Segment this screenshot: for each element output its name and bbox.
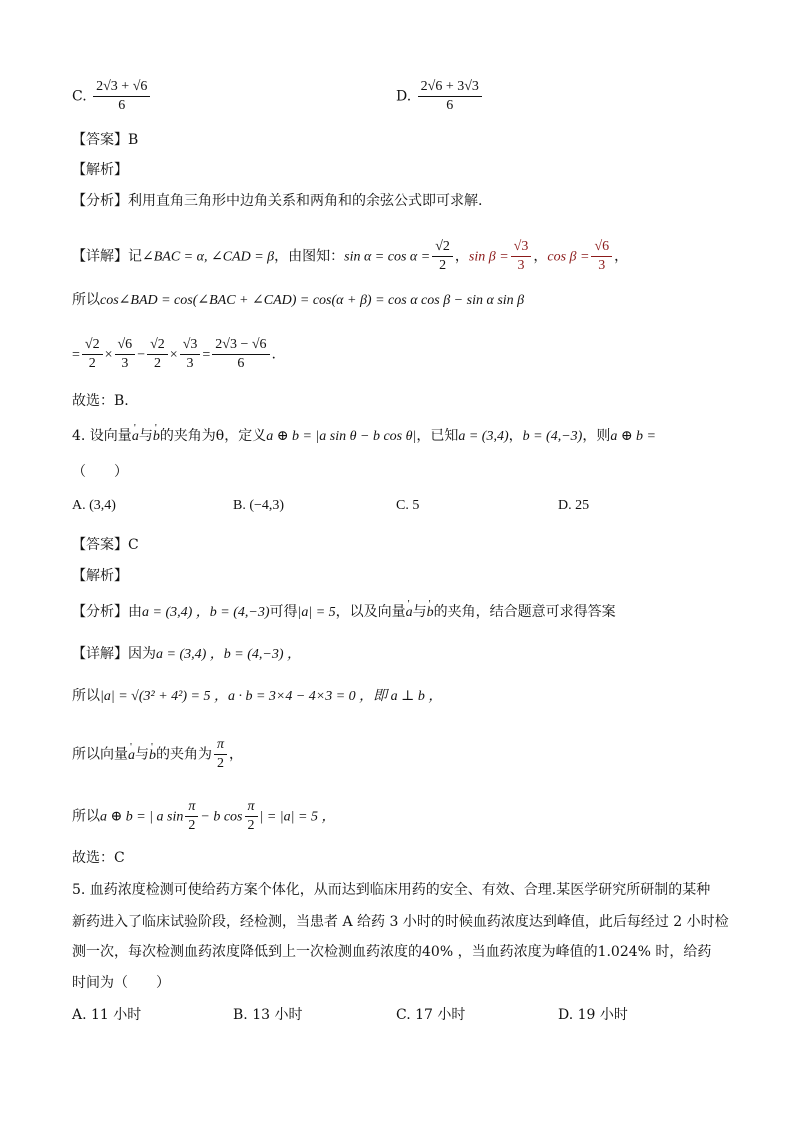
- cos-bad-line: [72, 290, 524, 311]
- fraction-numerator: π: [185, 798, 198, 817]
- formula: a = (3,4) ，b = (4,−3): [142, 605, 270, 620]
- angle-assignment: ∠BAC = α, ∠CAD = β: [142, 249, 275, 265]
- fraction-numerator: 2√3 + √6: [93, 78, 150, 97]
- text: =: [202, 347, 211, 363]
- answer-value: C: [128, 537, 139, 553]
- text: 的夹角为θ，定义: [159, 428, 267, 444]
- fraction-denominator: 2: [439, 258, 447, 273]
- option-label: C.: [72, 88, 87, 105]
- q4-paren: （ ）: [72, 464, 128, 480]
- q4-option-c: C. 5: [396, 498, 420, 513]
- q4-option-a: A. (3,4): [72, 498, 116, 513]
- fraction: [432, 238, 453, 275]
- formula: a = (3,4) ，b = (4,−3) ，: [156, 647, 301, 662]
- answer-value: B: [128, 132, 139, 148]
- calc-line: = $\frac{√2}{2}$ × $\frac{√6}{3}$ − $\frac{√2}{2}$ × $\frac{√3}{3}$ = $\frac{2√3 - √6}{6}$ .: [72, 337, 276, 371]
- fraction: [147, 336, 168, 373]
- formula: sin α = cos α =: [344, 249, 431, 265]
- fraction-denominator: 6: [446, 98, 454, 113]
- fraction: [511, 238, 532, 275]
- option-label: D.: [396, 88, 412, 105]
- text: 由: [128, 604, 142, 620]
- text: 所以: [72, 292, 100, 308]
- formula: sin β =: [468, 249, 509, 265]
- q5-stem-line-1: 5. 血药浓度检测可使给药方案个体化，从而达到临床用药的安全、有效、合理.某医学研究所研制的某种: [72, 882, 711, 898]
- vector-b: ' b: [153, 427, 160, 447]
- fraction: [212, 336, 269, 373]
- q4-stem: 4. 设向量' a与' b的夹角为θ，定义a ⊕ b = |a sin θ − b cos θ|，已知a = (3,4)，b = (4,−3)，则a ⊕ b =: [72, 426, 656, 447]
- text: =: [72, 347, 80, 363]
- fenxi-tag: 【分析】: [72, 604, 128, 620]
- q4-answer-line: [72, 535, 139, 555]
- fraction-numerator: √2: [147, 336, 168, 355]
- text: 的夹角，结合题意可求得答案: [433, 604, 616, 620]
- fraction-denominator: 2: [88, 356, 96, 371]
- fenxi-text: 利用直角三角形中边角关系和两角和的余弦公式即可求解.: [128, 193, 483, 209]
- fraction-numerator: √2: [432, 238, 453, 257]
- q4-fenxi-line: [72, 602, 616, 623]
- option-c: [72, 78, 152, 115]
- vector-a: ' a: [132, 427, 139, 447]
- text: 所以: [72, 688, 100, 704]
- text: ×: [104, 347, 113, 363]
- fraction-denominator: 2: [247, 818, 255, 833]
- fenxi-line: [72, 191, 482, 211]
- option-c-fraction: [93, 78, 150, 115]
- fraction: [115, 336, 136, 373]
- fraction: [82, 336, 103, 373]
- fraction-numerator: √3: [180, 336, 201, 355]
- fraction-denominator: 2: [153, 356, 161, 371]
- fraction-numerator: √6: [591, 238, 612, 257]
- q4-guxuan-line: 故选：C: [72, 850, 125, 866]
- q5-stem-line-3: 测一次，每次检测血药浓度降低到上一次检测血药浓度的40% ，当血药浓度为峰值的1.024% 时，给药: [72, 944, 712, 960]
- fraction-denominator: 2: [217, 756, 224, 771]
- fraction-denominator: 2: [188, 818, 196, 833]
- text: ，则: [582, 428, 611, 444]
- q5-stem-line-2: 新药进入了临床试验阶段，经检测，当患者 A 给药 3 小时的时候血药浓度达到峰值，此后每经过 2 小时检: [72, 914, 729, 930]
- text: 记: [128, 248, 142, 265]
- xiangjie-tag: 【详解】: [72, 646, 128, 662]
- formula: |a| = 5: [297, 605, 336, 620]
- answer-line: [72, 130, 138, 150]
- option-d-fraction: [418, 78, 482, 115]
- formula: b = (4,−3): [522, 429, 583, 444]
- q4-modulus-line: [72, 686, 442, 707]
- fraction-numerator: √3: [511, 238, 532, 257]
- q4-option-b: B. (−4,3): [233, 498, 285, 513]
- text: 与: [138, 428, 153, 444]
- fraction-numerator: 2√6 + 3√3: [418, 78, 482, 97]
- option-d: [396, 78, 484, 115]
- fraction-denominator: 3: [186, 356, 194, 371]
- formula: | = |a| = 5 ，: [259, 809, 336, 825]
- text: ，以及向量: [335, 604, 406, 620]
- fraction: [214, 736, 227, 773]
- q4-xiangjie-line: [72, 644, 301, 665]
- formula: cos β =: [547, 249, 590, 265]
- fraction-denominator: 6: [237, 356, 245, 371]
- fraction-denominator: 3: [598, 258, 606, 273]
- text: 所以向量: [72, 746, 128, 763]
- text: −: [137, 347, 146, 363]
- fenxi-tag: 【分析】: [72, 193, 128, 209]
- guxuan-line: 故选：B.: [72, 393, 129, 409]
- text: 因为: [128, 646, 156, 662]
- text: 所以: [72, 808, 100, 825]
- text: 4. 设向量: [72, 428, 132, 444]
- analysis-tag: 【解析】: [72, 162, 128, 178]
- q4-final-line: [72, 798, 335, 835]
- fraction: [185, 798, 198, 835]
- text: ，由图知：: [274, 248, 345, 265]
- vector-a: ' a: [128, 746, 135, 766]
- fraction-numerator: 2√3 − √6: [212, 336, 269, 355]
- formula: a ⊕ b = | a sin: [100, 809, 184, 825]
- fraction-numerator: π: [214, 736, 227, 755]
- vector-b: ' b: [427, 603, 434, 623]
- text: 与: [135, 746, 149, 763]
- q5-stem-line-4: 时间为（ ）: [72, 975, 170, 991]
- definition-formula: a ⊕ b = |a sin θ − b cos θ|: [266, 429, 417, 444]
- q5-option-b: B. 13 小时: [233, 1007, 303, 1023]
- xiangjie-line: 【详解】记∠BAC = α, ∠CAD = β，由图知：sin α = cos α = $\frac{√2}{2}$ ，sin β = $\frac{√3}{3}$ ，cos β = $\frac{√6}{3}$ ，: [72, 239, 629, 273]
- fraction-numerator: √6: [115, 336, 136, 355]
- formula: − b cos: [200, 809, 243, 825]
- answer-tag: 【答案】: [72, 537, 128, 553]
- xiangjie-tag: 【详解】: [72, 248, 128, 265]
- q4-angle-line: 所以向量' a与' b的夹角为 $\frac{\pi}{2}$ ，: [72, 736, 243, 773]
- answer-tag: 【答案】: [72, 132, 128, 148]
- vector-a: ' a: [406, 603, 413, 623]
- formula: a ⊕ b =: [610, 429, 657, 444]
- formula: a = (3,4): [458, 429, 509, 444]
- formula: cos∠BAD = cos(∠BAC + ∠CAD) = cos(α + β) = cos α cos β − sin α sin β: [100, 293, 525, 308]
- text: 与: [412, 604, 427, 620]
- vector-b: ' b: [149, 746, 156, 766]
- text: ×: [169, 347, 178, 363]
- q4-option-d: D. 25: [558, 498, 590, 513]
- fraction-denominator: 3: [121, 356, 129, 371]
- fraction-denominator: 6: [118, 98, 126, 113]
- text: 可得: [269, 604, 298, 620]
- fraction: [245, 798, 258, 835]
- fraction-numerator: √2: [82, 336, 103, 355]
- q5-option-d: D. 19 小时: [558, 1007, 628, 1023]
- q5-option-c: C. 17 小时: [396, 1007, 466, 1023]
- fraction-numerator: π: [245, 798, 258, 817]
- q4-analysis-tag: 【解析】: [72, 568, 128, 584]
- fraction: [591, 238, 612, 275]
- fraction: [180, 336, 201, 373]
- q5-option-a: A. 11 小时: [72, 1007, 142, 1023]
- formula: |a| = √(3² + 4²) = 5 ，a · b = 3×4 − 4×3 = 0 ，即 a ⊥ b ，: [100, 689, 443, 704]
- text: 的夹角为: [156, 746, 212, 763]
- text: ，已知: [416, 428, 459, 444]
- fraction-denominator: 3: [517, 258, 525, 273]
